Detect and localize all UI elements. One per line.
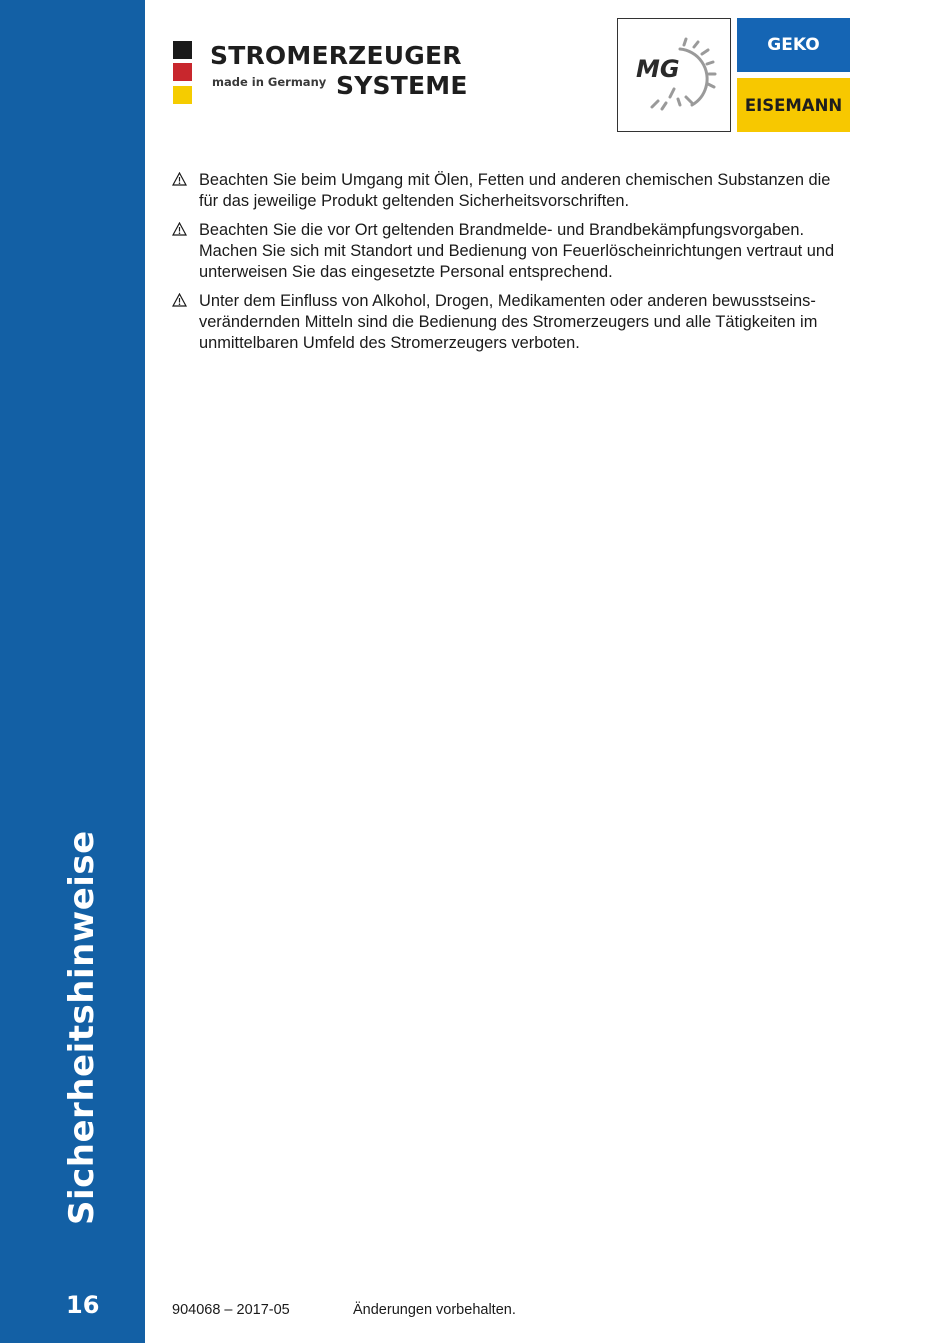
page-number: 16 bbox=[66, 1291, 100, 1319]
mg-logo bbox=[617, 18, 731, 132]
mg-gear-icon bbox=[618, 19, 730, 131]
notice-line: Beachten Sie die vor Ort geltenden Brandmelde- und Brandbekämpfungsvorgaben. bbox=[199, 221, 805, 239]
notice-line: verändernden Mitteln sind die Bedienung des Stromerzeugers und alle Tätigkeiten im bbox=[199, 313, 818, 331]
mg-logo-text: MG bbox=[636, 55, 680, 83]
notice-line: für das jeweilige Produkt geltenden Sicherheitsvorschriften. bbox=[199, 192, 630, 210]
safety-notices bbox=[172, 170, 844, 362]
notice-item bbox=[172, 170, 844, 212]
sidebar bbox=[0, 0, 145, 1343]
warning-triangle-icon bbox=[172, 291, 199, 354]
flag-stripe-red bbox=[173, 63, 192, 81]
brand-title-line1: STROMERZEUGER bbox=[210, 41, 462, 70]
notice-line: Unter dem Einfluss von Alkohol, Drogen, Medikamenten oder anderen bewusstseins- bbox=[199, 292, 816, 310]
warning-triangle-icon bbox=[172, 170, 199, 212]
section-title: Sicherheitshinweise bbox=[62, 830, 102, 1225]
brand-title-line2: SYSTEME bbox=[336, 71, 468, 100]
flag-stripe-black bbox=[173, 41, 192, 59]
notice-line: unterweisen Sie das eingesetzte Personal entsprechend. bbox=[199, 263, 613, 281]
eisemann-logo: EISEMANN bbox=[737, 78, 850, 132]
footer-note: Änderungen vorbehalten. bbox=[353, 1302, 516, 1318]
geko-logo: GEKO bbox=[737, 18, 850, 72]
notice-item bbox=[172, 220, 844, 283]
notice-line: unmittelbaren Umfeld des Stromerzeugers verboten. bbox=[199, 334, 580, 352]
flag-stripe-gold bbox=[173, 86, 192, 104]
warning-triangle-icon bbox=[172, 220, 199, 283]
notice-item bbox=[172, 291, 844, 354]
notice-line: Machen Sie sich mit Standort und Bedienung von Feuerlöscheinrichtungen vertraut und bbox=[199, 242, 835, 260]
notice-line: Beachten Sie beim Umgang mit Ölen, Fetten und anderen chemischen Substanzen die bbox=[199, 171, 831, 189]
brand-tagline: made in Germany bbox=[212, 75, 327, 89]
document-code: 904068 – 2017-05 bbox=[172, 1302, 290, 1318]
